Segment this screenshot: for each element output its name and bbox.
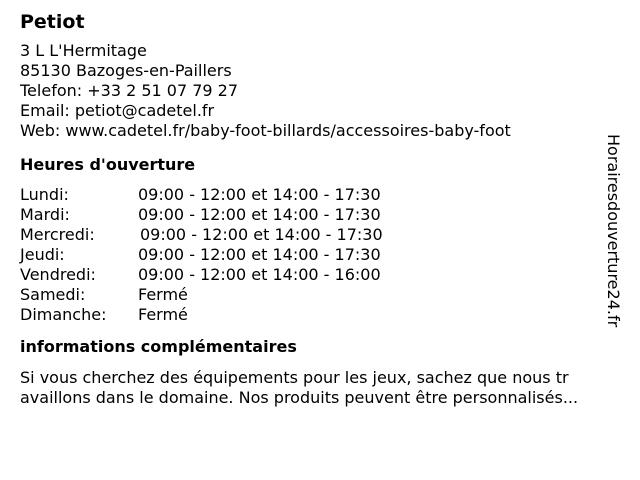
opening-hours-heading: Heures d'ouverture [20,155,196,174]
day-label: Vendredi: [20,265,96,284]
hours-value: 09:00 - 12:00 et 14:00 - 17:30 [138,205,381,224]
hours-value: Fermé [138,285,188,304]
hours-value: 09:00 - 12:00 et 14:00 - 17:30 [138,245,381,264]
additional-info-text [20,368,620,408]
additional-info-heading: informations complémentaires [20,337,297,356]
day-label: Samedi: [20,285,86,304]
day-label: Jeudi: [20,245,65,264]
day-label: Mercredi: [20,225,95,244]
phone-line: Telefon: +33 2 51 07 79 27 [20,81,239,100]
business-name: Petiot [20,11,85,33]
hours-value: 09:00 - 12:00 et 14:00 - 16:00 [138,265,381,284]
additional-info-line-2: availlons dans le domaine. Nos produits peuvent être personnalisés... [20,388,579,407]
day-label: Mardi: [20,205,70,224]
opening-hours-table [20,185,383,325]
hours-row-thursday [20,245,383,265]
email-line: Email: petiot@cadetel.fr [20,101,215,120]
hours-row-friday [20,265,383,285]
hours-row-saturday [20,285,383,305]
contact-block [20,41,610,141]
hours-row-monday [20,185,383,205]
hours-value: 09:00 - 12:00 et 14:00 - 17:30 [138,185,381,204]
address-line-2: 85130 Bazoges-en-Paillers [20,61,232,80]
day-label: Lundi: [20,185,69,204]
site-watermark: Horairesdouverture24.fr [604,134,623,328]
business-card [20,10,610,408]
hours-value: Fermé [138,305,188,324]
additional-info-line-1: Si vous cherchez des équipements pour les jeux, sachez que nous tr [20,368,569,387]
hours-row-wednesday [20,225,383,245]
web-line: Web: www.cadetel.fr/baby-foot-billards/accessoires-baby-foot [20,121,511,140]
day-label: Dimanche: [20,305,107,324]
hours-value: 09:00 - 12:00 et 14:00 - 17:30 [140,225,383,244]
address-line-1: 3 L L'Hermitage [20,41,147,60]
hours-row-sunday [20,305,383,325]
hours-row-tuesday [20,205,383,225]
